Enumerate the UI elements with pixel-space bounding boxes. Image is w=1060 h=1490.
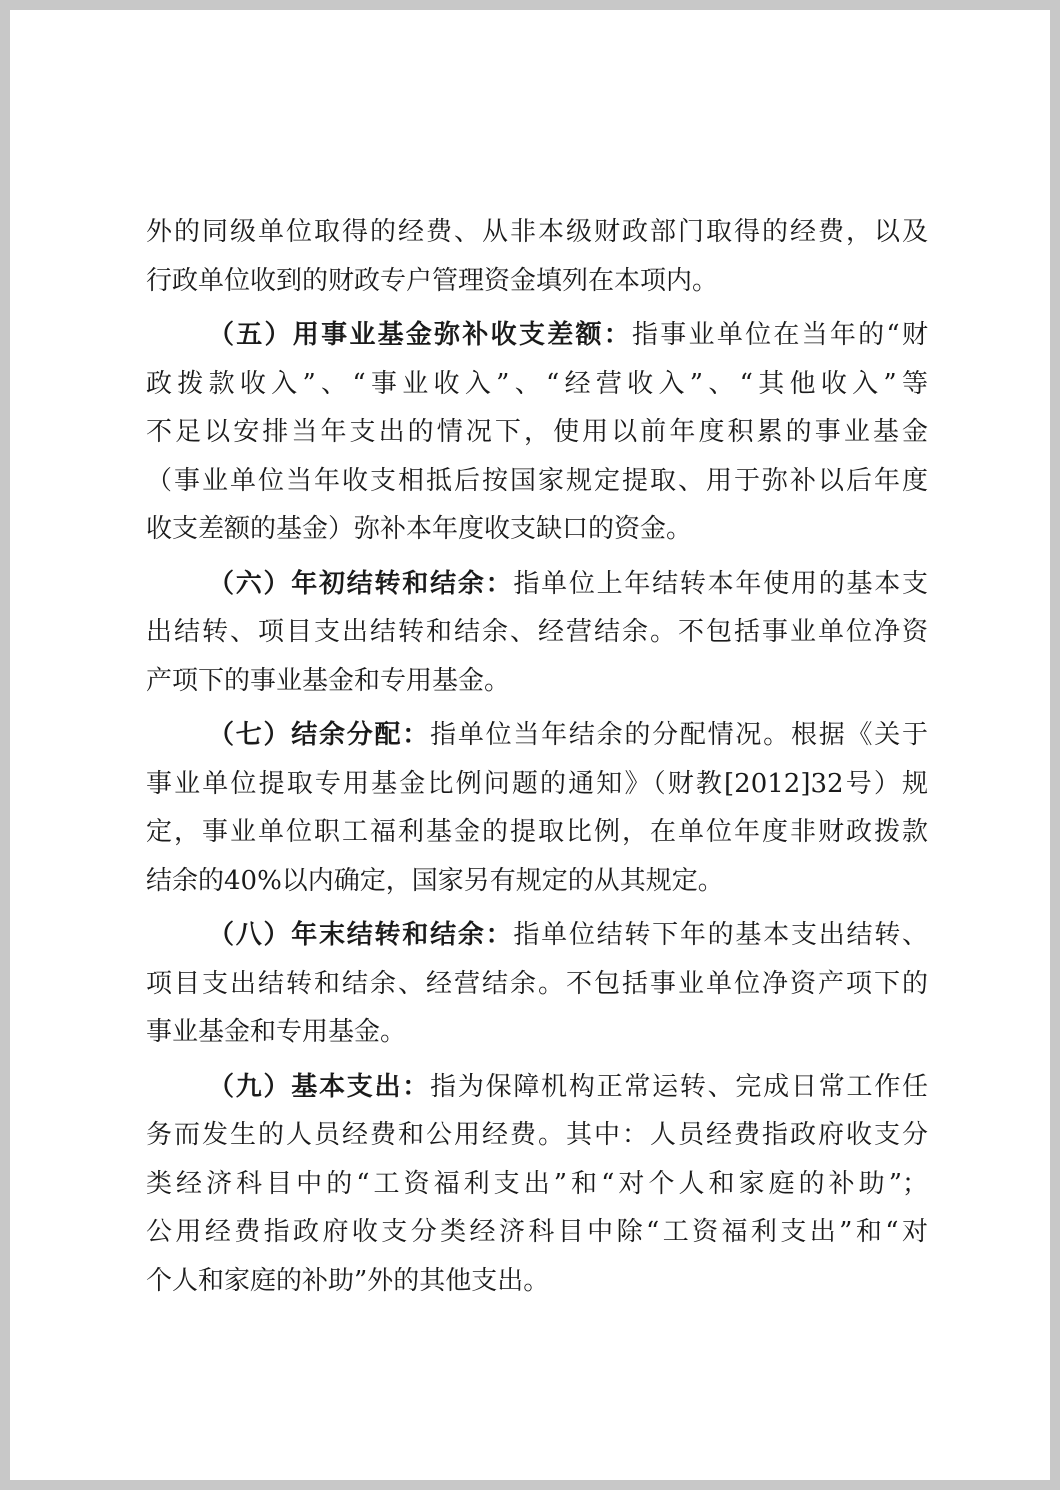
paragraph-7-first-line <box>146 711 928 760</box>
text-span: 指事业单位在当年的“财 <box>632 320 928 350</box>
text-line: 事业单位提取专用基金比例问题的通知》（财教[2012]32号）规 <box>146 768 928 799</box>
text-line: 事业基金和专用基金。 <box>146 1017 407 1047</box>
paragraph-8-heading: （八）年末结转和结余： <box>208 920 514 950</box>
text-span: 指单位上年结转本年使用的基本支 <box>513 568 928 599</box>
text-line: 外的同级单位取得的经费、从非本级财政部门取得的经费，以及 <box>146 217 928 247</box>
text-line: 类经济科目中的“工资福利支出”和“对个人和家庭的补助”； <box>146 1168 928 1199</box>
text-line: 个人和家庭的补助”外的其他支出。 <box>146 1265 550 1296</box>
text-line: 项目支出结转和结余、经营结余。不包括事业单位净资产项下的 <box>146 968 928 999</box>
text-line: 不足以安排当年支出的情况下，使用以前年度积累的事业基金 <box>146 417 928 447</box>
paragraph-6-heading: （六）年初结转和结余： <box>208 568 514 599</box>
text-line: 定，事业单位职工福利基金的提取比例，在单位年度非财政拨款 <box>146 817 928 847</box>
paragraph-8-first-line <box>146 911 928 960</box>
paragraph-9-heading: （九）基本支出： <box>208 1071 431 1102</box>
text-span: 指单位当年结余的分配情况。根据《关于 <box>430 720 928 750</box>
text-span: 指单位结转下年的基本支出结转、 <box>513 920 928 950</box>
text-line: 行政单位收到的财政专户管理资金填列在本项内。 <box>146 265 719 296</box>
text-line: 公用经费指政府收支分类经济科目中除“工资福利支出”和“对 <box>146 1217 928 1247</box>
paragraph-7-heading: （七）结余分配： <box>208 720 431 750</box>
text-line: 收支差额的基金）弥补本年度收支缺口的资金。 <box>146 514 693 544</box>
paragraph-6-first-line <box>146 560 928 609</box>
paragraph-9-first-line <box>146 1063 928 1112</box>
paragraph-5-heading: （五）用事业基金弥补收支差额： <box>208 320 633 350</box>
document-body <box>146 208 928 1305</box>
text-line: 政拨款收入”、“事业收入”、“经营收入”、“其他收入”等 <box>146 368 928 399</box>
document-page <box>10 10 1050 1480</box>
text-line: 产项下的事业基金和专用基金。 <box>146 665 511 696</box>
text-line: 结余的40%以内确定，国家另有规定的从其规定。 <box>146 865 724 896</box>
text-line: 务而发生的人员经费和公用经费。其中：人员经费指政府收支分 <box>146 1120 928 1150</box>
paragraph-5-first-line <box>146 311 928 360</box>
text-line: （事业单位当年收支相抵后按国家规定提取、用于弥补以后年度 <box>146 465 928 496</box>
text-span: 指为保障机构正常运转、完成日常工作任 <box>430 1071 928 1102</box>
text-line: 出结转、项目支出结转和结余、经营结余。不包括事业单位净资 <box>146 617 928 647</box>
